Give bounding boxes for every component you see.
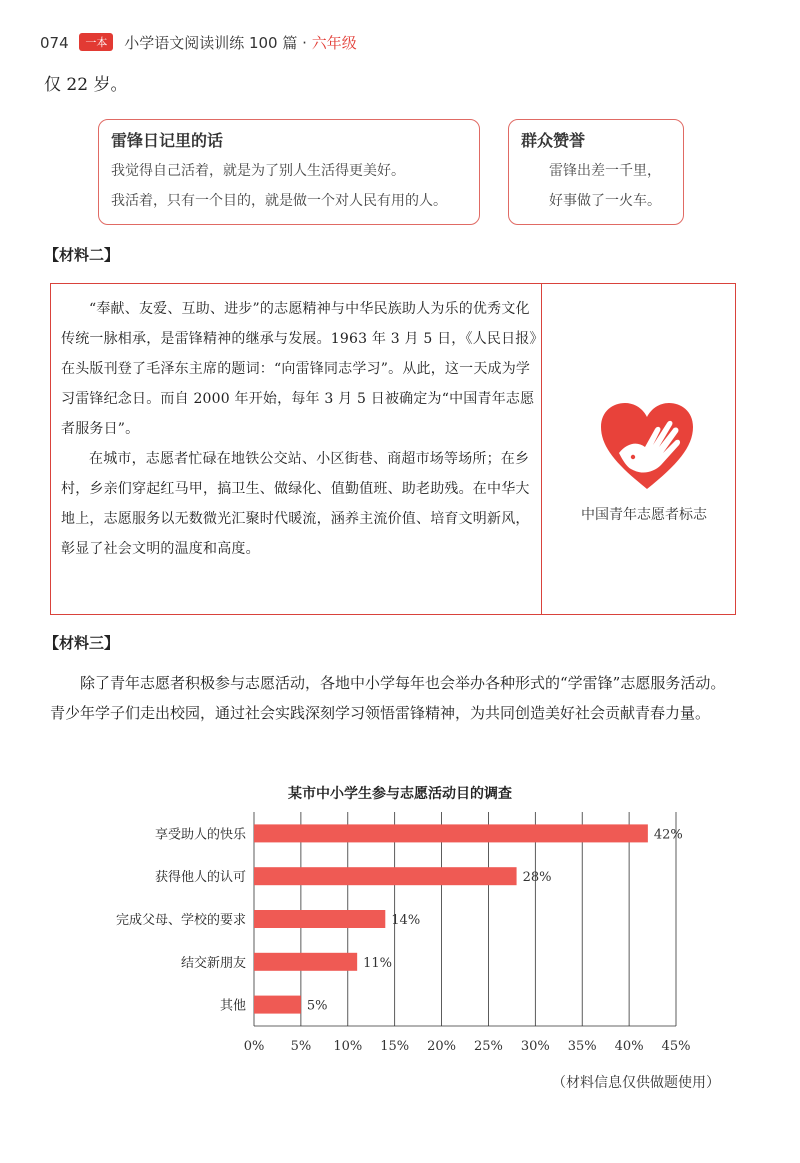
material-three-paragraph: 除了青年志愿者积极参与志愿活动，各地中小学每年也会举办各种形式的“学雷锋”志愿服务活动。青少年学子们走出校园，通过社会实践深刻学习领悟雷锋精神，为共同创造美好社会贡献青春力量。 [50,674,726,722]
paragraph: “奉献、友爱、互助、进步”的志愿精神与中华民族助人为乐的优秀文化传统一脉相承，是雷锋精神的继承与发展。1963 年 3 月 5 日，《人民日报》在头版刊登了毛泽东主席的题词：“向雷锋同志学习”。从此，这一天成为学习雷锋纪念日。而自 2000 年开始，每年 3 月 5 日被确定为“中国青年志愿者服务日”。 [61,301,537,437]
page-header [40,32,357,53]
category-label: 获得他人的认可 [154,870,246,886]
value-label: 28% [522,870,552,886]
box-divider [541,284,542,614]
material-three-heading: 【材料三】 [44,634,120,652]
grade-label: 六年级 [311,34,357,52]
x-tick-label: 5% [290,1039,312,1054]
praise-line: 好事做了一火车。 [549,193,661,209]
x-tick-label: 0% [243,1039,265,1054]
bar [254,867,517,885]
x-tick-label: 40% [614,1039,644,1054]
praise-box-title: 群众赞誉 [521,131,586,150]
value-label: 42% [653,827,683,843]
brand-logo: 一本 [79,33,113,51]
x-tick-label: 10% [333,1039,363,1054]
bar [254,824,648,842]
x-tick-label: 15% [380,1039,410,1054]
material-two-box [50,283,736,615]
category-label: 完成父母、学校的要求 [115,913,246,928]
emblem-caption: 中国青年志愿者标志 [581,507,707,523]
x-tick-label: 30% [520,1039,550,1054]
praise-line: 雷锋出差一千里， [549,163,661,179]
value-label: 5% [306,998,328,1014]
value-label: 14% [391,913,421,928]
intro-continuation: 仅 22 岁。 [44,75,128,95]
material-two-heading: 【材料二】 [44,246,120,264]
diary-box-title: 雷锋日记里的话 [111,131,224,150]
diary-line: 我觉得自己活着，就是为了别人生活得更美好。 [111,163,405,179]
category-label: 其他 [219,998,246,1014]
footnote: （材料信息仅供做题使用） [552,1075,720,1091]
bar [254,953,357,971]
diary-quote-box [98,119,480,225]
book-title: 小学语文阅读训练 100 篇 · [124,34,307,52]
x-tick-label: 20% [427,1039,457,1054]
bar [254,996,301,1014]
bar [254,910,385,928]
chart-title: 某市中小学生参与志愿活动目的调查 [288,786,512,802]
category-label: 结交新朋友 [180,955,246,971]
diary-line: 我活着，只有一个目的，就是做一个对人民有用的人。 [111,193,447,209]
x-tick-label: 25% [473,1039,503,1054]
material-two-text [61,294,541,564]
praise-box [508,119,684,225]
x-tick-label: 35% [567,1039,597,1054]
paragraph: 在城市，志愿者忙碌在地铁公交站、小区街巷、商超市场等场所；在乡村，乡亲们穿起红马甲，搞卫生、做绿化、值勤值班、助老助残。在中华大地上，志愿服务以无数微光汇聚时代暖流，涵养主流价值、培育文明新风，彰显了社会文明的温度和高度。 [61,451,530,557]
heart-hand-dove-icon [597,399,697,495]
x-tick-label: 45% [661,1039,691,1054]
survey-bar-chart [0,780,800,1070]
value-label: 11% [363,955,393,971]
page-number: 074 [40,34,69,52]
category-label: 享受助人的快乐 [154,827,246,843]
